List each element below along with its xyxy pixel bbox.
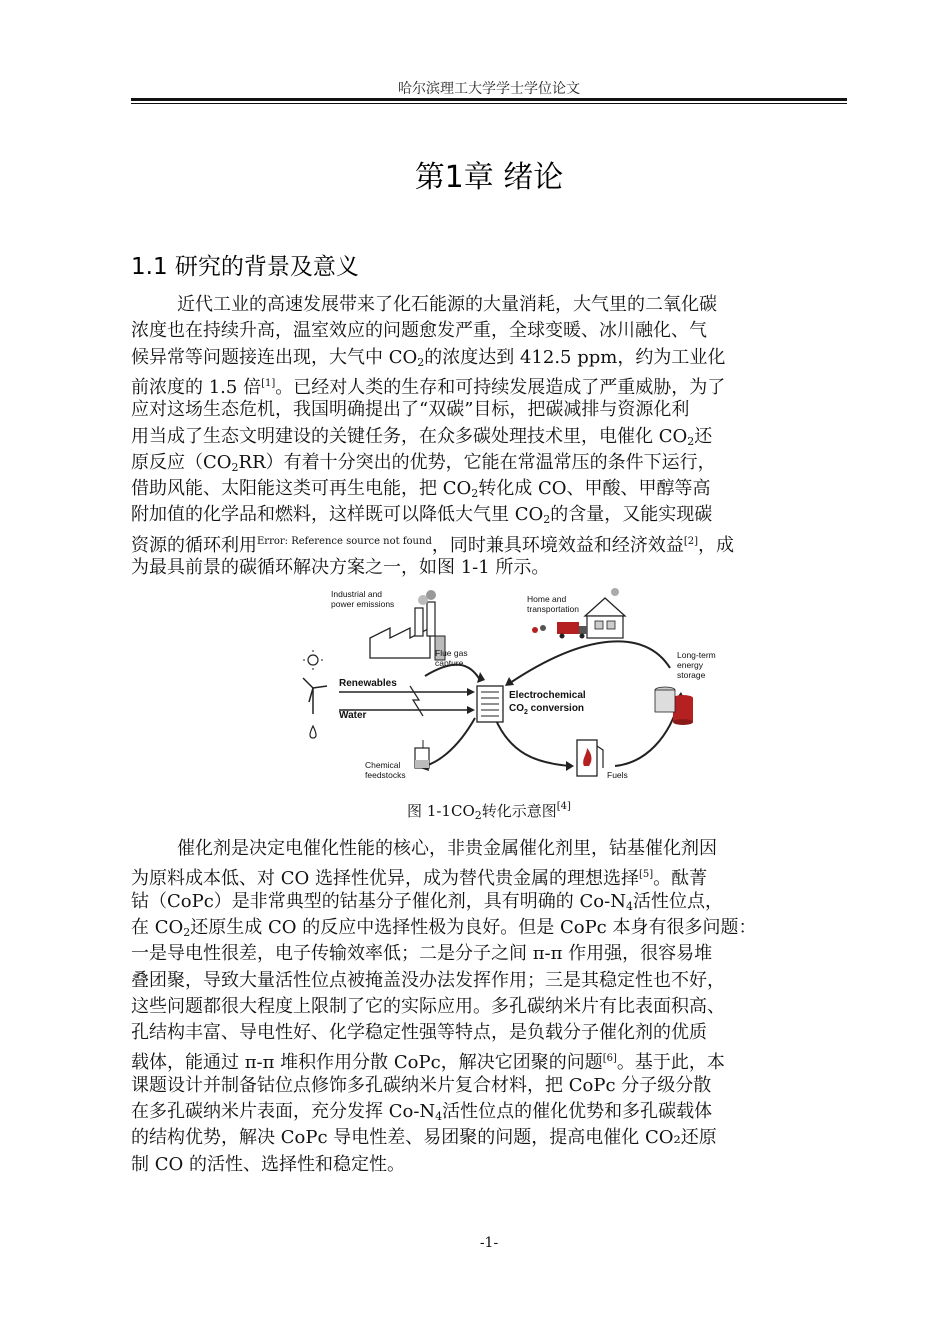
text-run: 附加值的化学品和燃料，这样既可以降低大气里 CO (131, 504, 544, 526)
text-run: ，同时兼具环境效益和经济效益 (431, 534, 684, 556)
text-run: 的含量，又能实现碳 (550, 504, 713, 526)
text-run: 为原料成本低、对 CO 选择性优异，成为替代贵金属的理想选择 (131, 868, 639, 890)
beaker-icon (415, 740, 429, 768)
text-run: 在多孔碳纳米片表面，充分发挥 Co-N (131, 1101, 436, 1122)
text-run: 转化成 CO、甲酸、甲醇等高 (478, 478, 711, 500)
text-run: 前浓度的 1.5 倍 (131, 376, 262, 398)
text-run: 资源的循环利用 (131, 534, 257, 556)
text-run: 活性位点， (632, 890, 723, 912)
text-line: 叠团聚，导致大量活性位点被掩盖没办法发挥作用；三是其稳定性也不好， (131, 969, 725, 991)
sun-icon (303, 650, 323, 670)
text-line: 应对这场生态危机，我国明确提出了“双碳”目标，把碳减排与资源化利 (131, 399, 690, 421)
page-number: -1- (479, 1235, 499, 1251)
label-storage-1: Long-term (677, 650, 716, 660)
text-run: 还 (694, 425, 713, 447)
citation-ref: [2] (683, 535, 699, 547)
text-run: 。基于此，本 (616, 1052, 725, 1074)
label-chemical-2: feedstocks (365, 770, 406, 780)
subscript: 2 (183, 925, 191, 939)
wind-turbine-icon (303, 678, 327, 714)
reference-error: Error: Reference source not found (257, 535, 432, 547)
text-run: 载体，能通过 π-π 堆积作用分散 CoPc，解决它团聚的问题 (131, 1052, 603, 1074)
header-rule-thin (131, 103, 847, 104)
electrolyzer-icon (477, 686, 503, 722)
subscript: 2 (471, 487, 479, 501)
section-title: 1.1 研究的背景及意义 (131, 254, 359, 280)
text-run: 的浓度达到 412.5 ppm，约为工业化 (424, 346, 726, 368)
text-run: 在 CO (131, 916, 184, 938)
citation-ref: [1] (261, 377, 276, 389)
label-fuels: Fuels (607, 770, 628, 780)
label-home: Home and (527, 594, 567, 604)
chapter-title: 第1章 绪论 (414, 160, 564, 195)
text-run: 候异常等问题接连出现，大气中 CO (131, 346, 418, 368)
storage-icon (655, 687, 693, 725)
truck-icon (532, 622, 587, 639)
label-flue-gas-2: capture (435, 658, 464, 668)
label-storage-2: energy (677, 660, 703, 670)
text-line: 制 CO 的活性、选择性和稳定性。 (131, 1153, 405, 1175)
citation-ref: [6] (602, 1053, 617, 1065)
label-electrochemical: Electrochemical (509, 690, 586, 701)
text-run: 借助风能、太阳能这类可再生电能，把 CO (131, 478, 472, 500)
label-chemical: Chemical (365, 760, 401, 770)
text-line: 孔结构丰富、导电性好、化学稳定性强等特点，是负载分子催化剂的优质 (131, 1022, 707, 1044)
text-line: 一是导电性很差，电子传输效率低；二是分子之间 π-π 作用强，很容易堆 (131, 943, 713, 965)
text-line: 为最具前景的碳循环解决方案之一，如图 1-1 所示。 (131, 557, 550, 578)
text-run: 活性位点的催化优势和多孔碳载体 (442, 1101, 713, 1122)
subscript: 2 (231, 460, 239, 474)
subscript: 2 (417, 355, 425, 369)
co2-conversion-figure (295, 588, 716, 798)
text-line: 近代工业的高速发展带来了化石能源的大量消耗，大气里的二氧化碳 (177, 294, 717, 315)
label-renewables: Renewables (339, 678, 397, 689)
text-line: 催化剂是决定电催化性能的核心，非贵金属催化剂里，钴基催化剂因 (177, 838, 717, 859)
text-run: ，成 (698, 534, 735, 556)
subscript: 4 (435, 1110, 443, 1123)
water-drop-icon (310, 726, 316, 738)
citation-ref: [5] (638, 869, 654, 881)
label-home-2: transportation (527, 604, 579, 614)
subscript: 4 (625, 899, 633, 913)
text-run: 。已经对人类的生存和可持续发展造成了严重威胁，为了 (275, 376, 726, 398)
fuel-pump-icon (577, 740, 603, 776)
subscript: 2 (687, 434, 695, 448)
text-run: RR）有着十分突出的优势，它能在常温常压的条件下运行， (238, 451, 716, 473)
text-line: 浓度也在持续升高，温室效应的问题愈发严重，全球变暖、冰川融化、气 (131, 320, 707, 342)
label-co2-conversion: $CO_2$ conversion (509, 703, 585, 716)
text-line: 课题设计并制备钴位点修饰多孔碳纳米片复合材料，把 CoPc 分子级分散 (131, 1074, 712, 1096)
label-water: Water (339, 710, 367, 721)
text-run: 还原生成 CO 的反应中选择性极为良好。但是 CoPc 本身有很多问题： (190, 916, 757, 938)
text-line: 这些问题都很大程度上限制了它的实际应用。多孔碳纳米片有比表面积高、 (131, 995, 725, 1017)
figure-caption: 图 $1-1CO_2$转化示意图[4] (407, 801, 571, 822)
house-icon (585, 588, 625, 638)
label-storage-3: storage (677, 670, 706, 680)
text-run: 用当成了生态文明建设的关键任务，在众多碳处理技术里，电催化 CO (131, 425, 688, 447)
text-run: 钴（CoPc）是非常典型的钴基分子催化剂，具有明确的 Co-N (131, 890, 626, 912)
subscript: 2 (543, 513, 551, 527)
text-run: 原反应（CO (131, 451, 232, 473)
text-run: 。酞菁 (653, 868, 708, 890)
header-rule-thick (131, 98, 847, 101)
label-industrial: Industrial and (331, 589, 383, 599)
text-line: 的结构优势，解决 CoPc 导电性差、易团聚的问题，提高电催化 CO₂还原 (131, 1127, 717, 1149)
label-flue-gas: Flue gas (435, 648, 468, 658)
label-industrial-2: power emissions (331, 599, 395, 609)
running-header: 哈尔滨理工大学学士学位论文 (398, 81, 580, 97)
